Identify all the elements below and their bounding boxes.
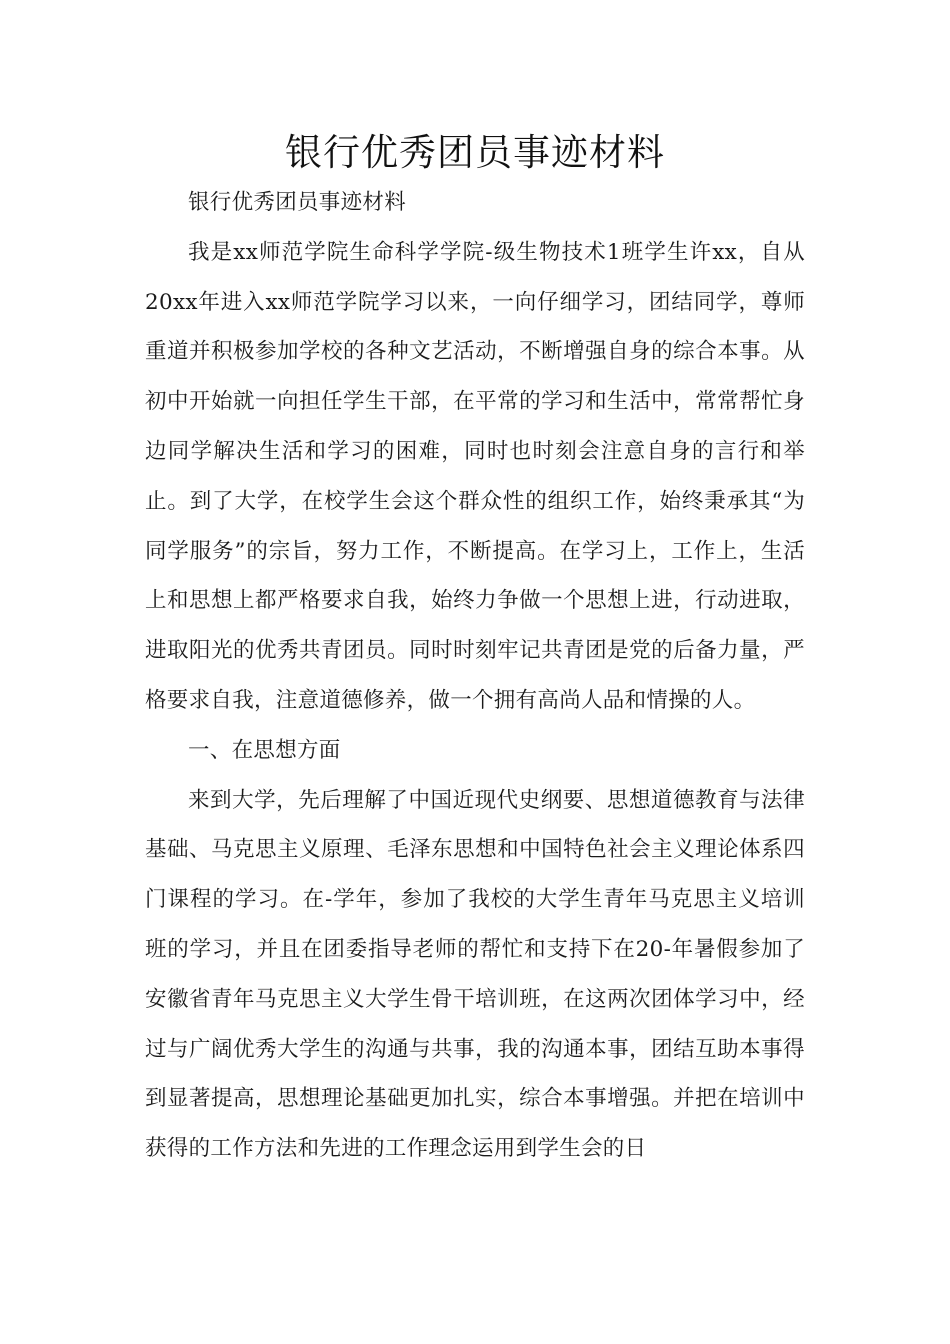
document-title: 银行优秀团员事迹材料 bbox=[285, 131, 665, 174]
section-heading-thought: 一、在思想方面 bbox=[188, 737, 341, 763]
paragraph-thought: 来到大学，先后理解了中国近现代史纲要、思想道德教育与法律基础、马克思主义原理、毛泽东思想和中国特色社会主义理论体系四门课程的学习。在-学年，参加了我校的大学生青年马克思主义培训班的学习，并且在团委指导老师的帮忙和支持下在20-年暑假参加了安徽省青年马克思主义大学生骨干培训班，在这两次团体学习中，经过与广阔优秀大学生的沟通与共事，我的沟通本事，团结互助本事得到显著提高，思想理论基础更加扎实，综合本事增强。并把在培训中获得的工作方法和先进的工作理念运用到学生会的日 bbox=[145, 787, 805, 1162]
document-body bbox=[145, 178, 805, 1174]
paragraph-subtitle: 银行优秀团员事迹材料 bbox=[188, 190, 407, 215]
paragraph-introduction: 我是xx师范学院生命科学学院-级生物技术1班学生许xx，自从20xx年进入xx师范学院学习以来，一向仔细学习，团结同学，尊师重道并积极参加学校的各种文艺活动，不断增强自身的综合本事。从初中开始就一向担任学生干部，在平常的学习和生活中，常常帮忙身边同学解决生活和学习的困难，同时也时刻会注意自身的言行和举止。到了大学，在校学生会这个群众性的组织工作，始终秉承其“为同学服务”的宗旨，努力工作，不断提高。在学习上，工作上，生活上和思想上都严格要求自我，始终力争做一个思想上进，行动进取，进取阳光的优秀共青团员。同时时刻牢记共青团是党的后备力量，严格要求自我，注意道德修养，做一个拥有高尚人品和情操的人。 bbox=[145, 239, 805, 713]
